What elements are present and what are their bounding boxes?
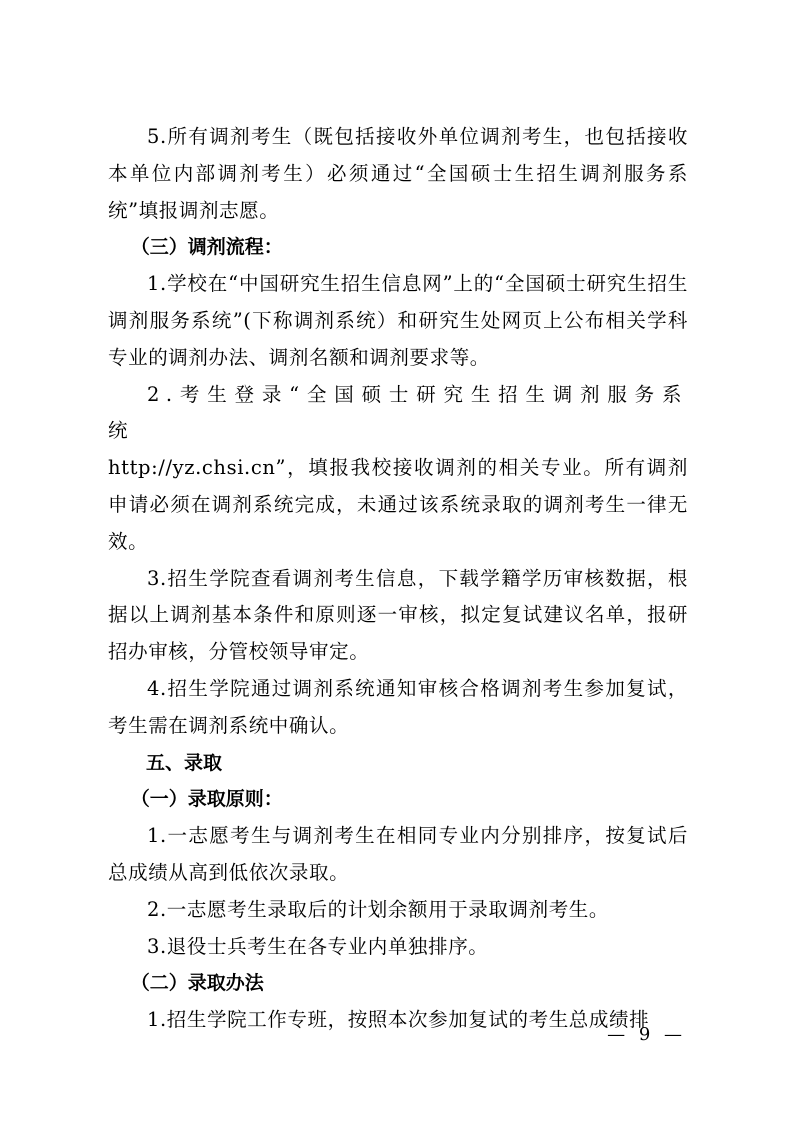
page-number: — 9 — xyxy=(607,1024,686,1045)
subheading-adjustment-process: （三）调剂流程： xyxy=(130,236,283,259)
paragraph-process-2-line1: 2.考生登录“全国硕士研究生招生调剂服务系统 xyxy=(108,382,688,443)
section-heading-admission: 五、录取 xyxy=(146,751,223,774)
subheading-admission-principles: （一）录取原则： xyxy=(130,788,283,811)
document-body xyxy=(108,119,688,1039)
paragraph-process-2-cont: http://yz.chsi.cn”，填报我校接收调剂的相关专业。所有调剂申请必须在调剂系统完成，未通过该系统录取的调剂考生一律无效。 xyxy=(108,456,688,553)
paragraph-principle-2: 2.一志愿考生录取后的计划余额用于录取调剂考生。 xyxy=(147,897,610,921)
paragraph-principle-1: 1.一志愿考生与调剂考生在相同专业内分别排序，按复试后总成绩从高到低依次录取。 xyxy=(108,824,688,884)
paragraph-principle-3: 3.退役士兵考生在各专业内单独排序。 xyxy=(147,934,489,958)
paragraph-item-5: 5.所有调剂考生（既包括接收外单位调剂考生，也包括接收本单位内部调剂考生）必须通过“全国硕士生招生调剂服务系统”填报调剂志愿。 xyxy=(108,125,688,222)
subheading-admission-methods: （二）录取办法 xyxy=(130,972,264,995)
paragraph-process-3: 3.招生学院查看调剂考生信息，下载学籍学历审核数据，根据以上调剂基本条件和原则逐一审核，拟定复试建议名单，报研招办审核，分管校领导审定。 xyxy=(108,566,688,664)
paragraph-process-1: 1.学校在“中国研究生招生信息网”上的“全国硕士研究生招生调剂服务系统”(下称调剂系统）和研究生处网页上公布相关学科专业的调剂办法、调剂名额和调剂要求等。 xyxy=(108,272,688,369)
paragraph-method-1: 1.招生学院工作专班，按照本次参加复试的考生总成绩排 xyxy=(147,1008,650,1032)
paragraph-process-4: 4.招生学院通过调剂系统通知审核合格调剂考生参加复试，考生需在调剂系统中确认。 xyxy=(108,676,688,737)
